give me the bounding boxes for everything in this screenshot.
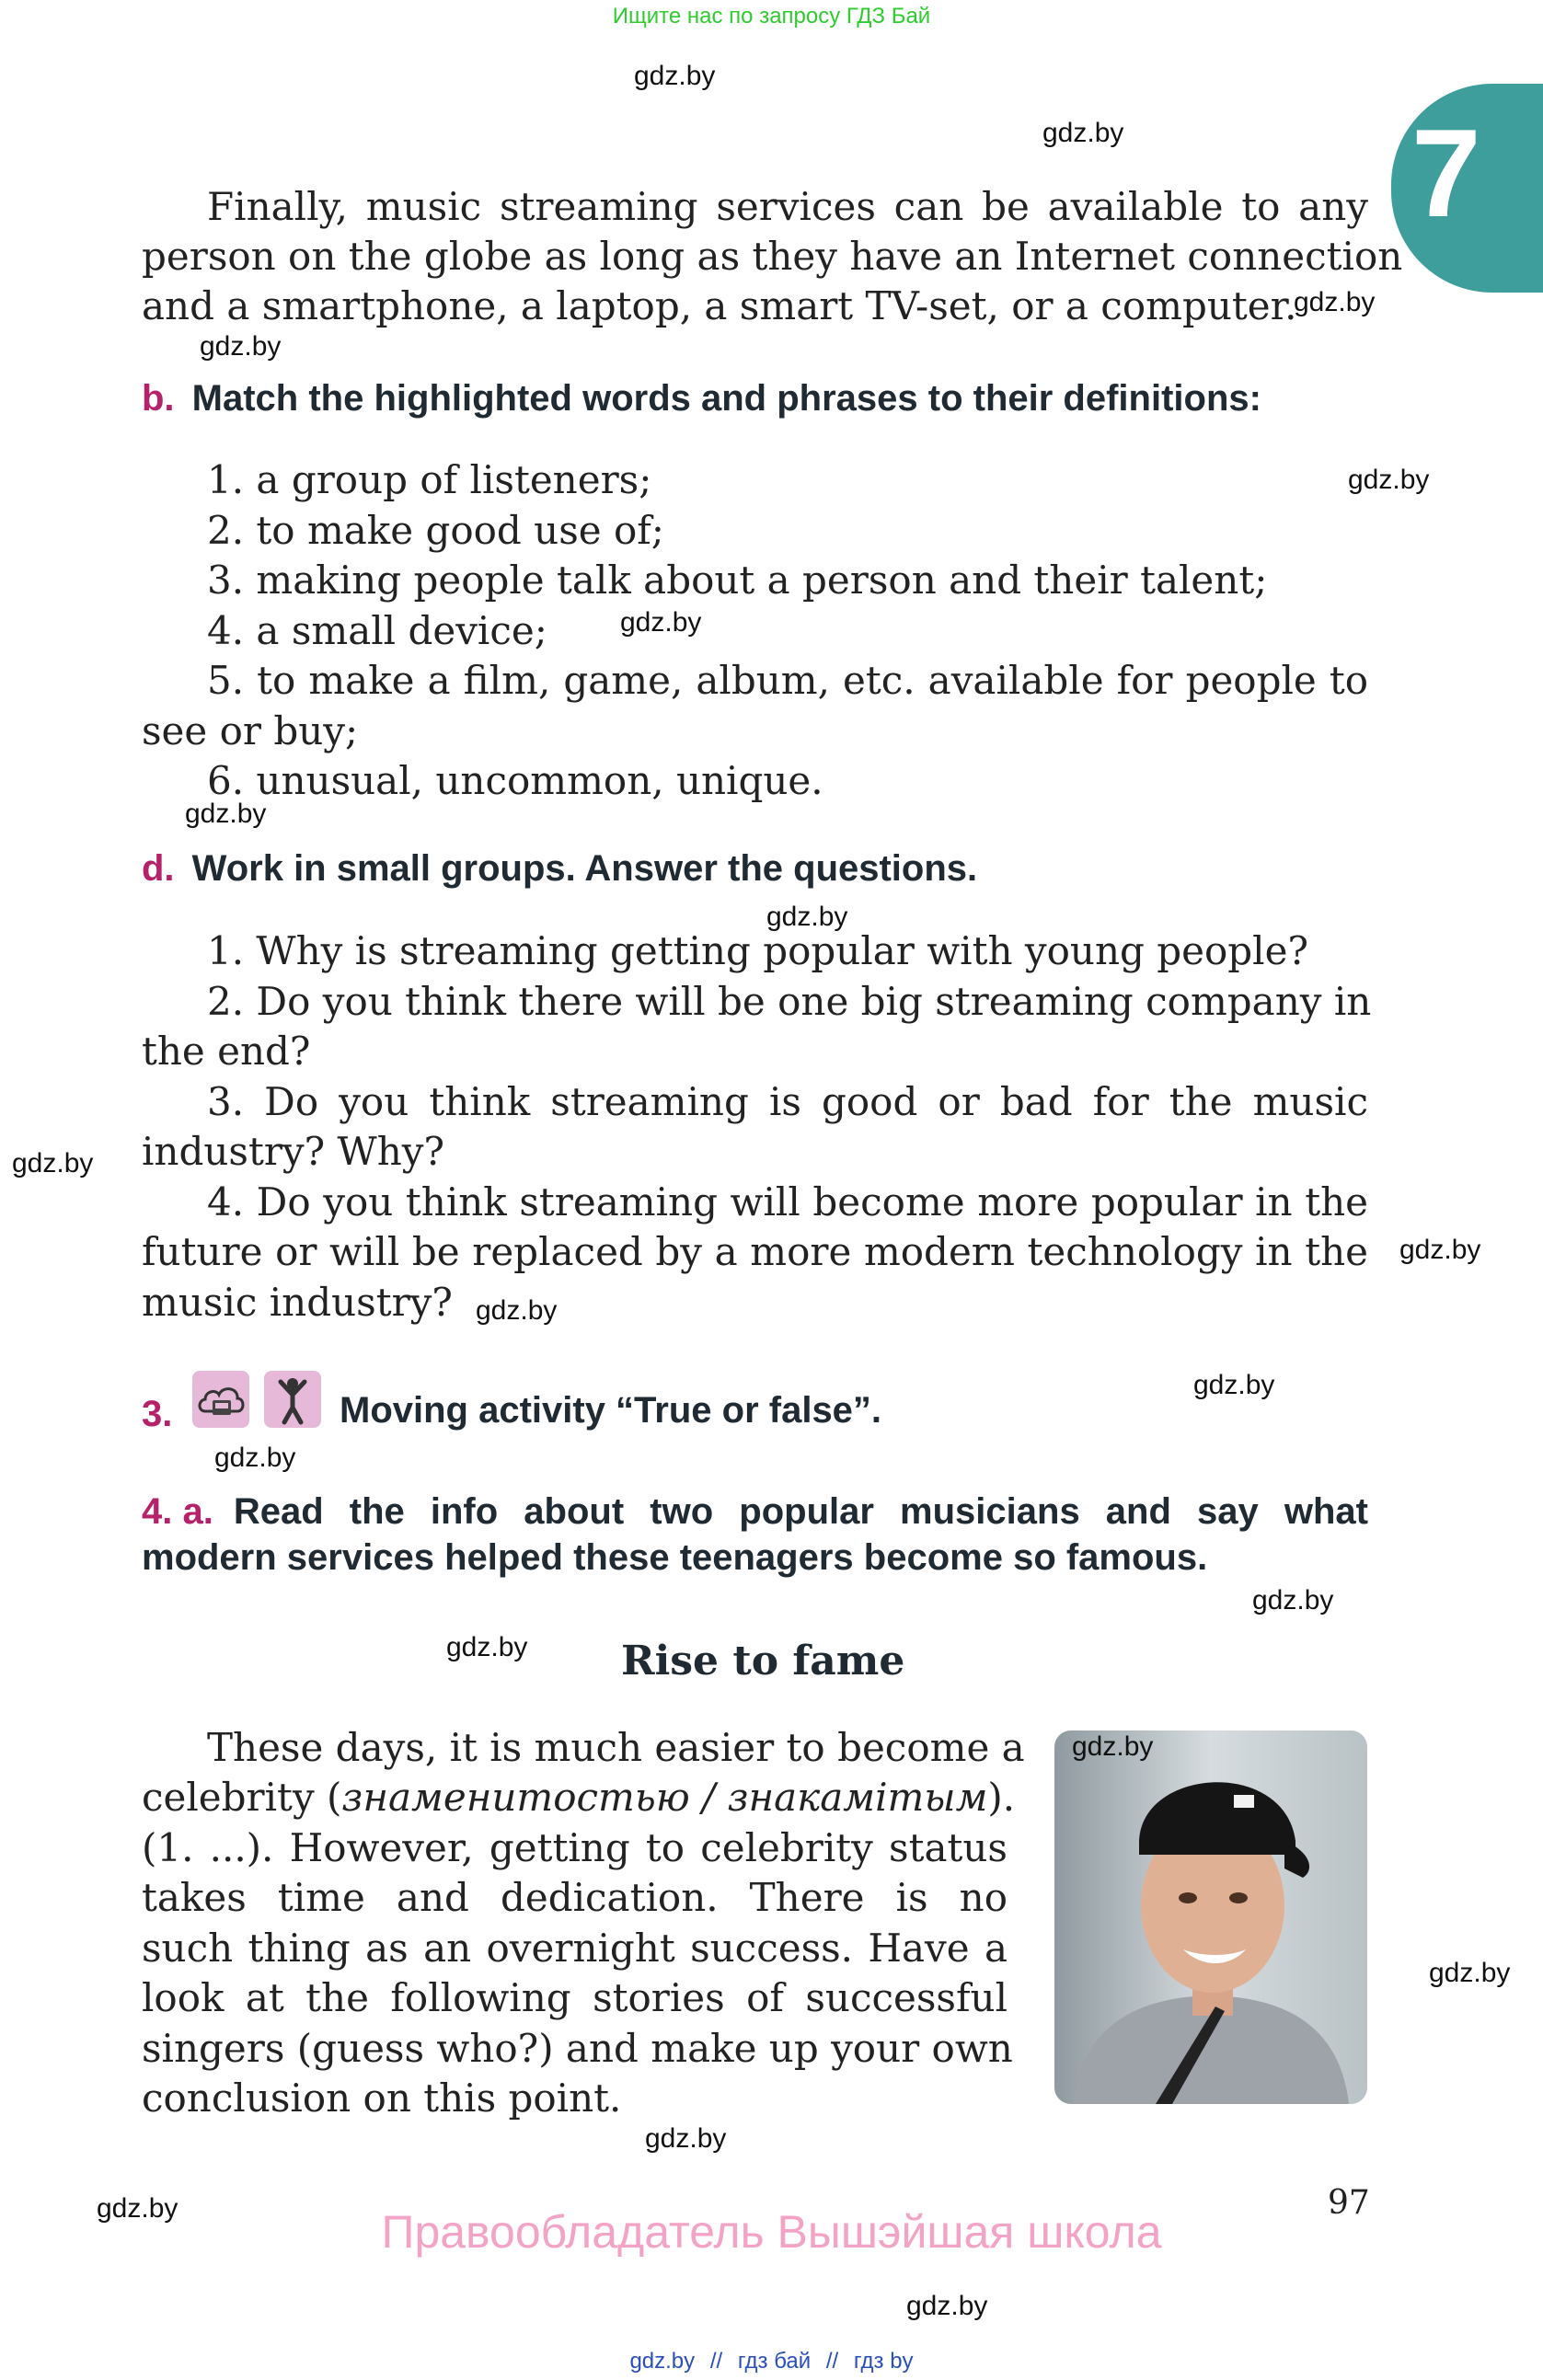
list-item: 2. to make good use of; (207, 508, 664, 553)
footer-link[interactable]: gdz.by (629, 2349, 696, 2374)
question-line: industry? Why? (142, 1129, 444, 1174)
text-line: person on the globe as long as they have an Internet connection (142, 234, 1403, 279)
task-label: 4. a. (142, 1491, 213, 1532)
top-notice[interactable]: Ищите нас по запросу ГДЗ Бай (612, 4, 931, 29)
text-part: ). (987, 1775, 1016, 1820)
watermark: gdz.by (634, 61, 716, 91)
text-line: These days, it is much easier to become a (207, 1725, 1025, 1770)
watermark: gdz.by (906, 2291, 988, 2321)
watermark: gdz.by (97, 2193, 178, 2224)
watermark: gdz.by (446, 1632, 528, 1662)
page-number: 97 (1328, 2184, 1370, 2222)
footer-link[interactable]: гдз бай (737, 2349, 812, 2374)
task-heading-text: Work in small groups. Answer the questions. (191, 848, 978, 889)
task-4a-line (142, 1491, 1368, 1533)
copyright-notice: Правообладатель Вышэйшая школа (381, 2206, 1162, 2258)
moving-person-icon (264, 1371, 321, 1428)
watermark: gdz.by (1072, 1731, 1154, 1762)
question-line: future or will be replaced by a more modern technology in the (142, 1229, 1368, 1274)
list-item: 3. making people talk about a person and their talent; (207, 558, 1268, 603)
task-heading-text: Read the info about two popular musicians and say what (233, 1491, 1368, 1532)
watermark: gdz.by (185, 799, 267, 829)
question-line: 4. Do you think streaming will become more popular in the (207, 1179, 1368, 1224)
text-line: (1. ...). However, getting to celebrity status (142, 1825, 1008, 1870)
watermark: gdz.by (1193, 1370, 1275, 1400)
chapter-number: 7 (1411, 103, 1481, 243)
task-b-heading (142, 378, 1261, 420)
translation-italic: знаменитостью / знакамітым (341, 1775, 988, 1820)
text-line: look at the following stories of successful (142, 1975, 1008, 2020)
text-part: celebrity ( (142, 1775, 342, 1820)
list-item: 1. a group of listeners; (207, 457, 652, 502)
watermark: gdz.by (620, 607, 702, 638)
question-line: 3. Do you think streaming is good or bad for the music (207, 1079, 1368, 1124)
link-separator: // (709, 2349, 723, 2374)
watermark: gdz.by (1042, 118, 1124, 148)
watermark: gdz.by (1348, 465, 1430, 495)
text-line: takes time and dedication. There is no (142, 1875, 1008, 1920)
footer-links (0, 2349, 1543, 2374)
link-separator: // (825, 2349, 839, 2374)
text-line: and a smartphone, a laptop, a smart TV-set, or a computer. (142, 283, 1297, 328)
watermark: gdz.by (476, 1295, 558, 1326)
list-item: 4. a small device; (207, 608, 547, 653)
question-line: 2. Do you think there will be one big streaming company in (207, 979, 1372, 1024)
cloud-music-icon (192, 1371, 249, 1428)
watermark: gdz.by (214, 1443, 296, 1473)
task-d-heading (142, 848, 977, 890)
watermark: gdz.by (1429, 1958, 1511, 1988)
article-title: Rise to fame (621, 1638, 905, 1684)
watermark: gdz.by (766, 902, 848, 932)
list-item: 5. to make a film, game, album, etc. available for people to (207, 658, 1368, 703)
question-line: 1. Why is streaming getting popular with young people? (207, 928, 1308, 973)
task-4a-line: modern services helped these teenagers become so famous. (142, 1537, 1208, 1578)
question-line: the end? (142, 1029, 311, 1074)
question-line: music industry? (142, 1280, 453, 1325)
watermark: gdz.by (1399, 1235, 1481, 1265)
text-line: such thing as an overnight success. Have a (142, 1926, 1008, 1971)
task-heading-text: Match the highlighted words and phrases to their definitions: (191, 378, 1261, 419)
text-line: conclusion on this point. (142, 2075, 622, 2121)
list-item: 6. unusual, uncommon, unique. (207, 758, 823, 803)
task-label: d. (142, 848, 175, 889)
text-line: singers (guess who?) and make up your own (142, 2026, 1013, 2071)
task-label: b. (142, 378, 175, 419)
text-line: Finally, music streaming services can be available to any (207, 184, 1368, 229)
text-line (142, 1773, 1016, 1823)
watermark: gdz.by (1252, 1585, 1334, 1615)
watermark: gdz.by (200, 331, 282, 362)
watermark: gdz.by (1294, 287, 1376, 317)
task-3-label: 3. (142, 1394, 173, 1434)
watermark: gdz.by (12, 1148, 94, 1179)
task-3-heading: Moving activity “True or false”. (340, 1390, 882, 1431)
footer-link[interactable]: гдз by (853, 2349, 914, 2374)
list-item: see or buy; (142, 708, 359, 753)
singer-photo (1054, 1730, 1367, 2104)
watermark: gdz.by (645, 2123, 727, 2154)
